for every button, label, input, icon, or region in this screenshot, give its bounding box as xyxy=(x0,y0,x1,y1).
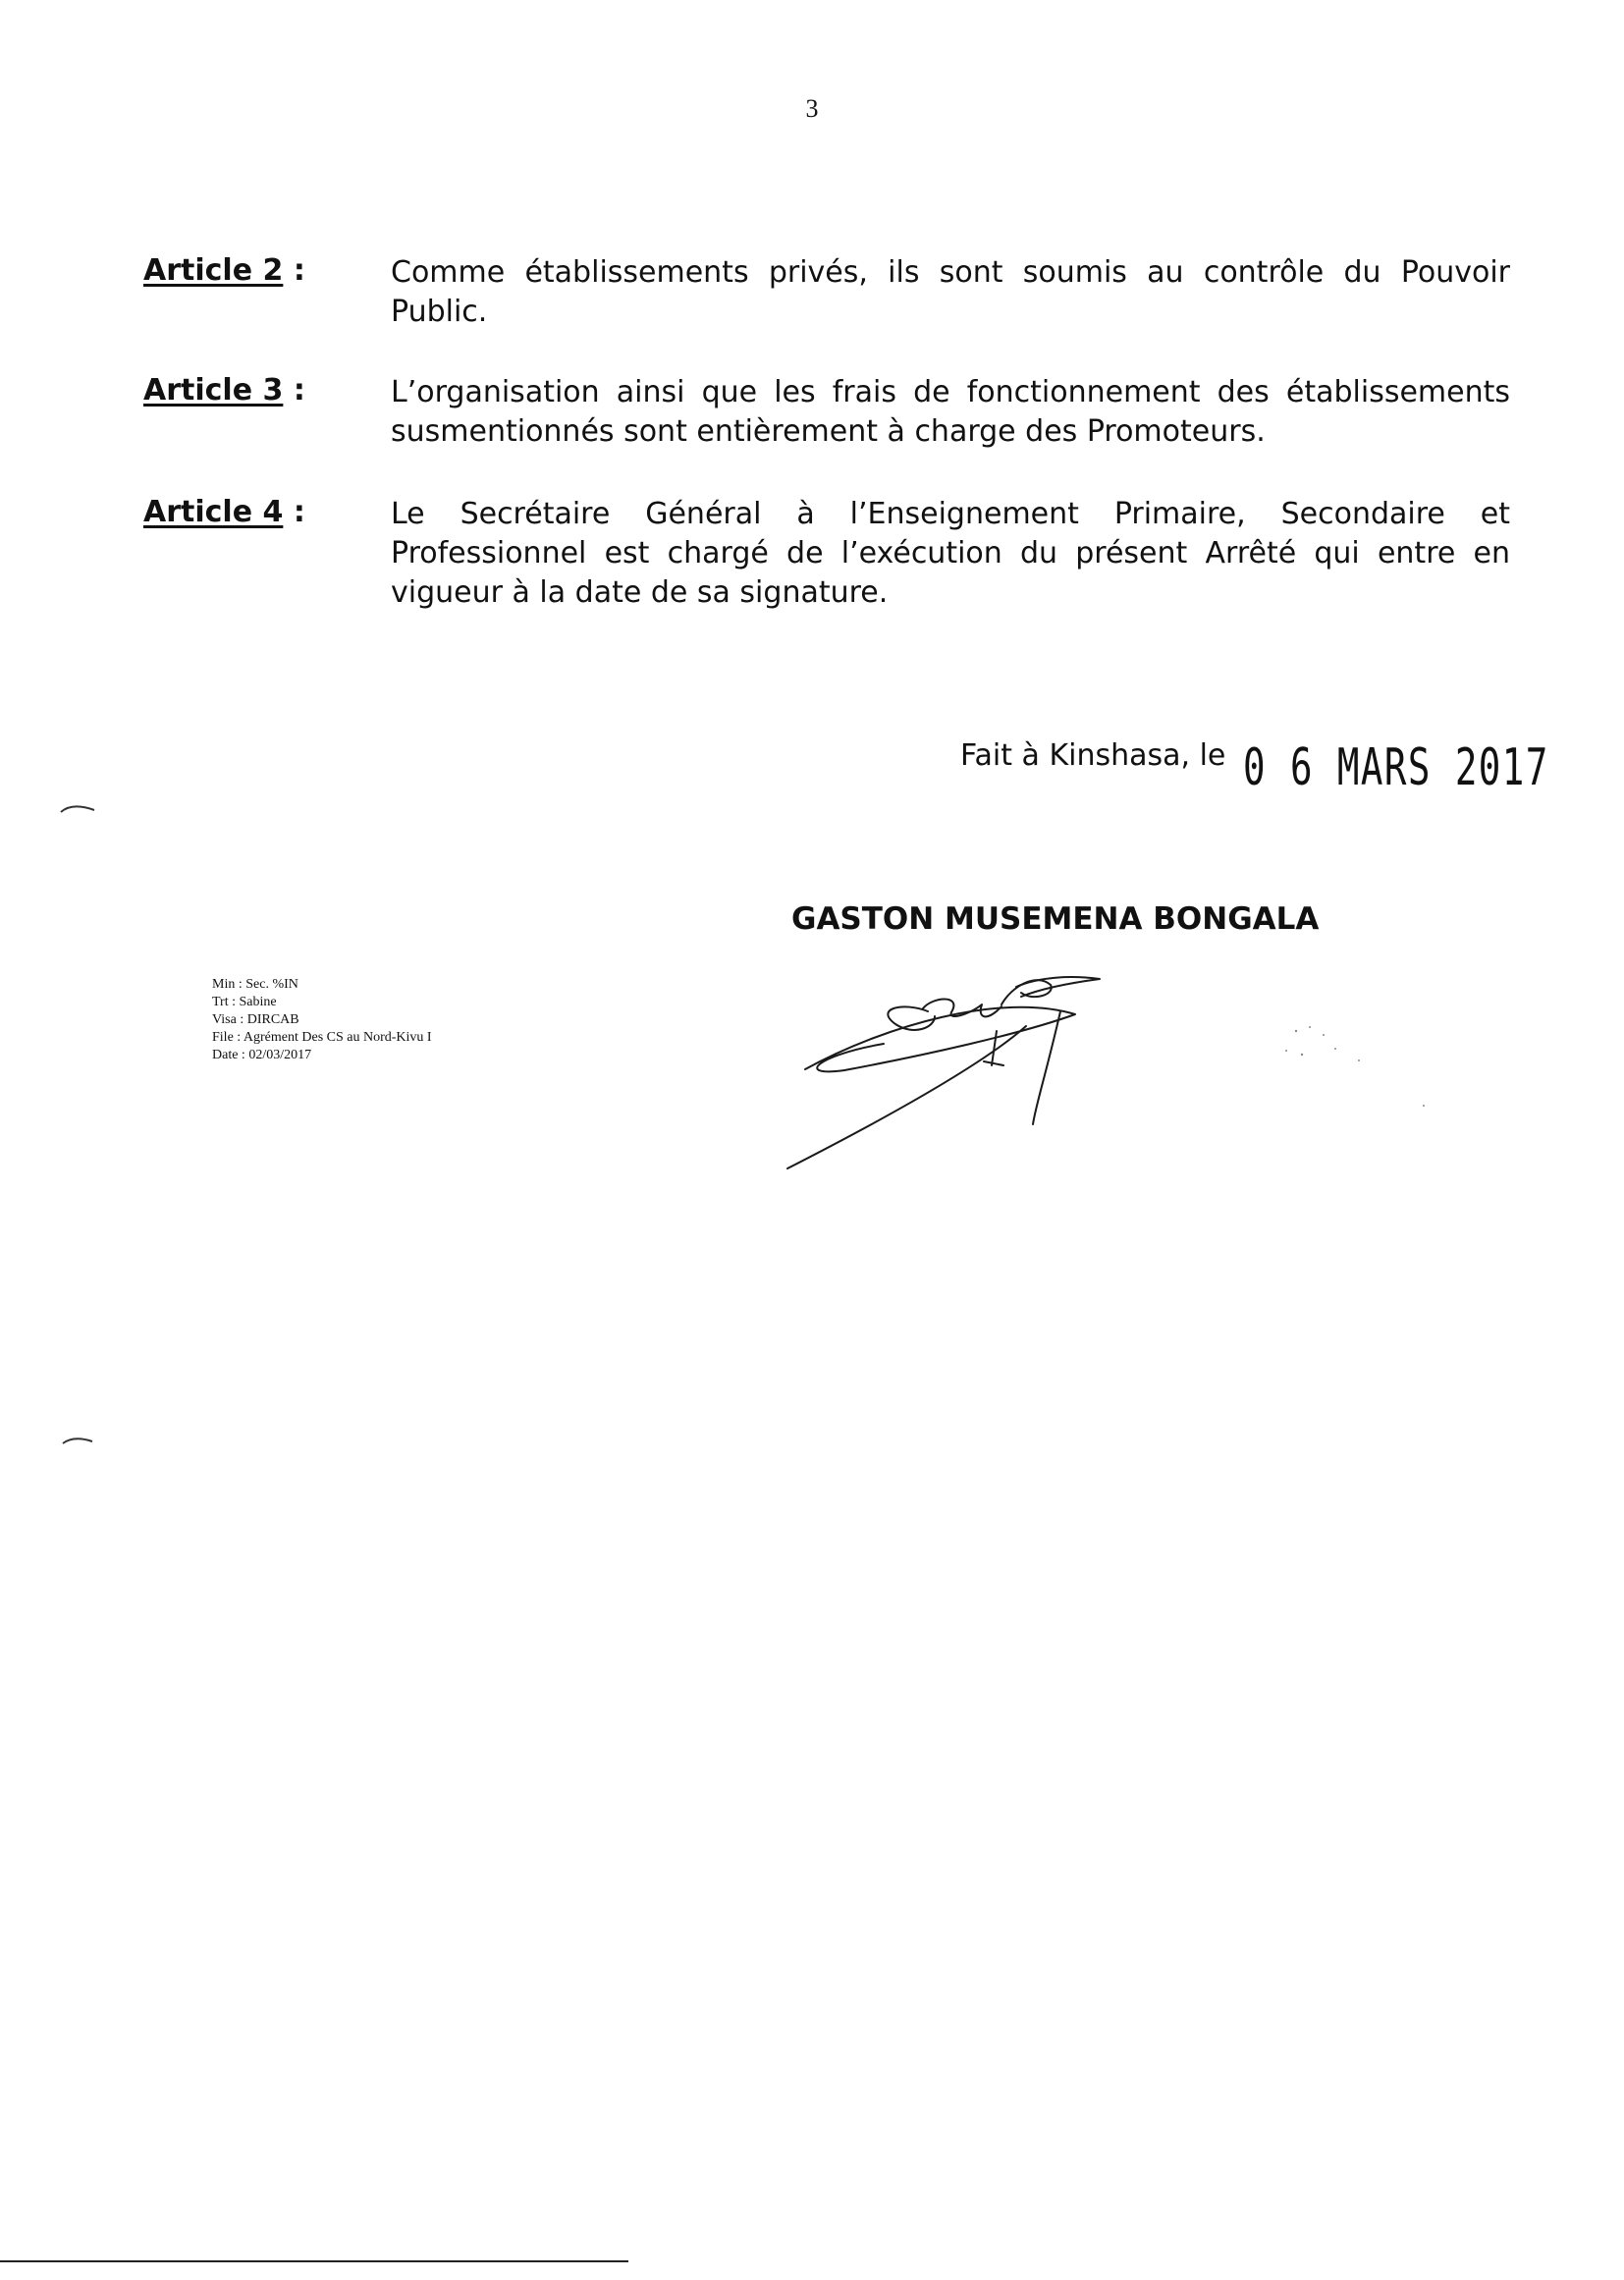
reference-line: Trt : Sabine xyxy=(212,995,277,1009)
scan-edge-line xyxy=(0,2260,628,2262)
article-3-separator: : xyxy=(283,373,305,407)
reference-line: Date : 02/03/2017 xyxy=(212,1048,312,1062)
date-stamp: 0 6 MARS 2017 xyxy=(1243,738,1549,797)
signatory-name: GASTON MUSEMENA BONGALA xyxy=(791,901,1320,937)
article-4-text: Le Secrétaire Général à l’Enseignement Primaire, Secondaire et Professionnel est chargé de l’exécution du présent Arrêté qui entre en vigueur à la date de sa signature. xyxy=(391,497,1510,610)
reference-line: Min : Sec. %IN xyxy=(212,977,298,992)
article-2-text: Comme établissements privés, ils sont soumis au contrôle du Pouvoir Public. xyxy=(391,255,1510,329)
place-of-signing: Fait à Kinshasa, le xyxy=(960,738,1226,773)
article-3-label xyxy=(143,373,305,407)
scan-noise xyxy=(1276,1021,1434,1110)
article-3-title: Article 3 xyxy=(143,373,284,407)
article-2-separator: : xyxy=(283,253,305,288)
article-4-separator: : xyxy=(283,495,305,529)
reference-line: File : Agrément Des CS au Nord-Kivu I xyxy=(212,1030,432,1045)
article-2-label xyxy=(143,253,305,288)
handwritten-signature xyxy=(776,957,1188,1183)
article-4-label xyxy=(143,495,305,529)
article-2-title: Article 2 xyxy=(143,253,284,288)
article-3-text: L’organisation ainsi que les frais de fonctionnement des établissements susmentionnés sont entièrement à charge des Promoteurs. xyxy=(391,375,1510,449)
scan-mark xyxy=(61,1436,94,1447)
reference-block xyxy=(212,976,432,1064)
article-4-title: Article 4 xyxy=(143,495,284,529)
page-number: 3 xyxy=(805,94,819,123)
scan-mark xyxy=(59,803,98,815)
reference-line: Visa : DIRCAB xyxy=(212,1012,299,1027)
